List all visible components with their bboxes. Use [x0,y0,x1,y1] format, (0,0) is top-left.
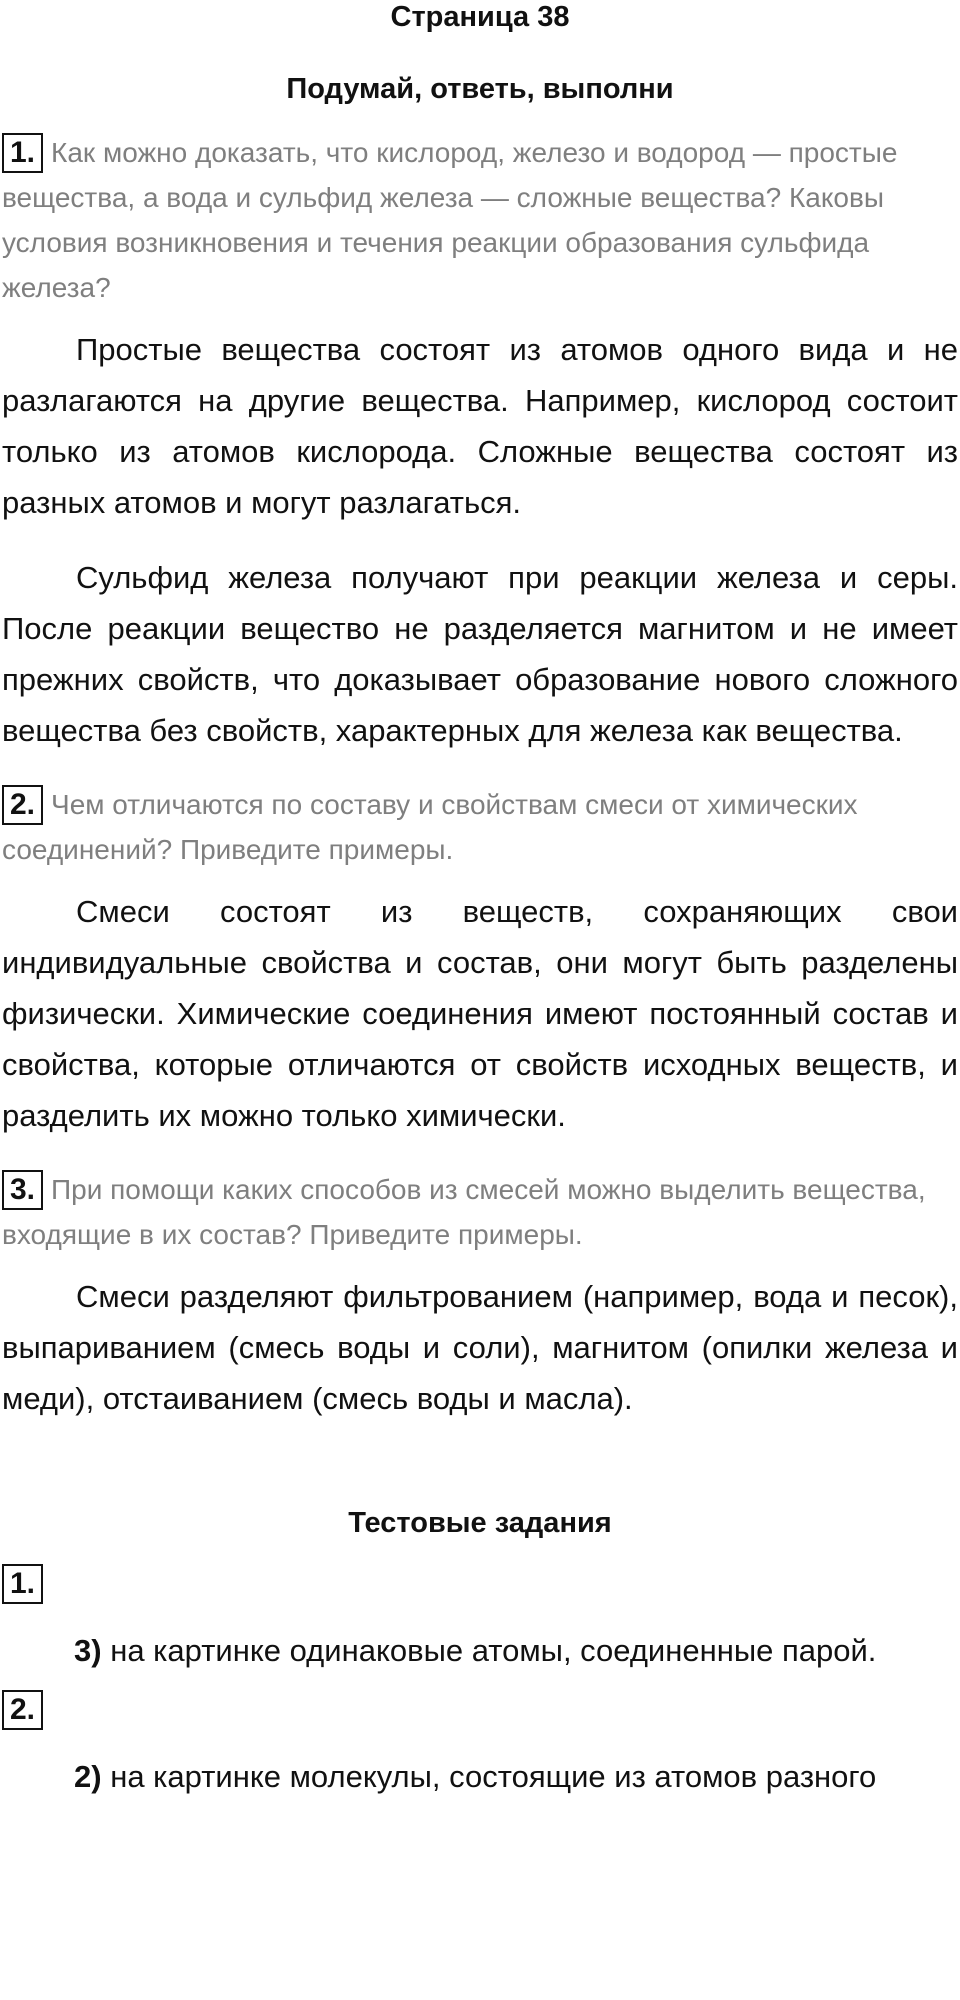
task-2 [0,782,960,1141]
section-title: Подумай, ответь, выполни [286,73,674,105]
test-2-answer [0,1754,960,1800]
task-3-question-text: При помощи каких способов из смесей можно выделить вещества, входящие в их состав? Приведите примеры. [2,1174,926,1250]
task-3-answer-1: Смеси разделяют фильтрованием (например, вода и песок), выпариванием (смесь воды и соли), магнитом (опилки железа и меди), отстаиванием (смесь воды и масла). [2,1279,958,1416]
task-1-question [0,130,960,310]
test-item-1 [0,1564,960,1674]
task-3-question [0,1167,960,1257]
task-2-number-box: 2. [2,785,43,825]
test-1-choice: 3) [74,1633,102,1668]
test-1-answer-text: на картинке одинаковые атомы, соединенные парой. [110,1633,877,1668]
test-1-answer [0,1628,960,1674]
tests-title: Тестовые задания [348,1507,612,1539]
task-1-question-text: Как можно доказать, что кислород, железо и водород — простые вещества, а вода и сульфид железа — сложные вещества? Каковы условия возникновения и течения реакции образования сульфида железа? [2,137,898,303]
task-1-answer-2: Сульфид железа получают при реакции железа и серы. После реакции вещество не разделяется магнитом и не имеет прежних свойств, что доказывает образование нового сложного вещества без свойств, характерных для железа как вещества. [2,560,958,748]
task-1 [0,130,960,756]
task-3-number-box: 3. [2,1170,43,1210]
test-2-number-box: 2. [2,1690,43,1730]
task-3 [0,1167,960,1424]
test-1-number-box: 1. [2,1564,43,1604]
test-item-2 [0,1690,960,1800]
test-2-choice: 2) [74,1759,102,1794]
task-1-number-box: 1. [2,133,43,173]
task-2-question [0,782,960,872]
test-2-answer-text: на картинке молекулы, состоящие из атомов разного [110,1759,877,1794]
task-1-answer-1: Простые вещества состоят из атомов одного вида и не разлагаются на другие вещества. Например, кислород состоит только из атомов кислорода. Сложные вещества состоят из разных атомов и могут разлагаться. [2,332,958,520]
page-title: Страница 38 [390,1,570,33]
task-2-answer-1: Смеси состоят из веществ, сохраняющих свои индивидуальные свойства и состав, они могут быть разделены физически. Химические соединения имеют постоянный состав и свойства, которые отличаются от свойств исходных веществ, и разделить их можно только химически. [2,894,958,1133]
task-2-question-text: Чем отличаются по составу и свойствам смеси от химических соединений? Приведите примеры. [2,789,858,865]
